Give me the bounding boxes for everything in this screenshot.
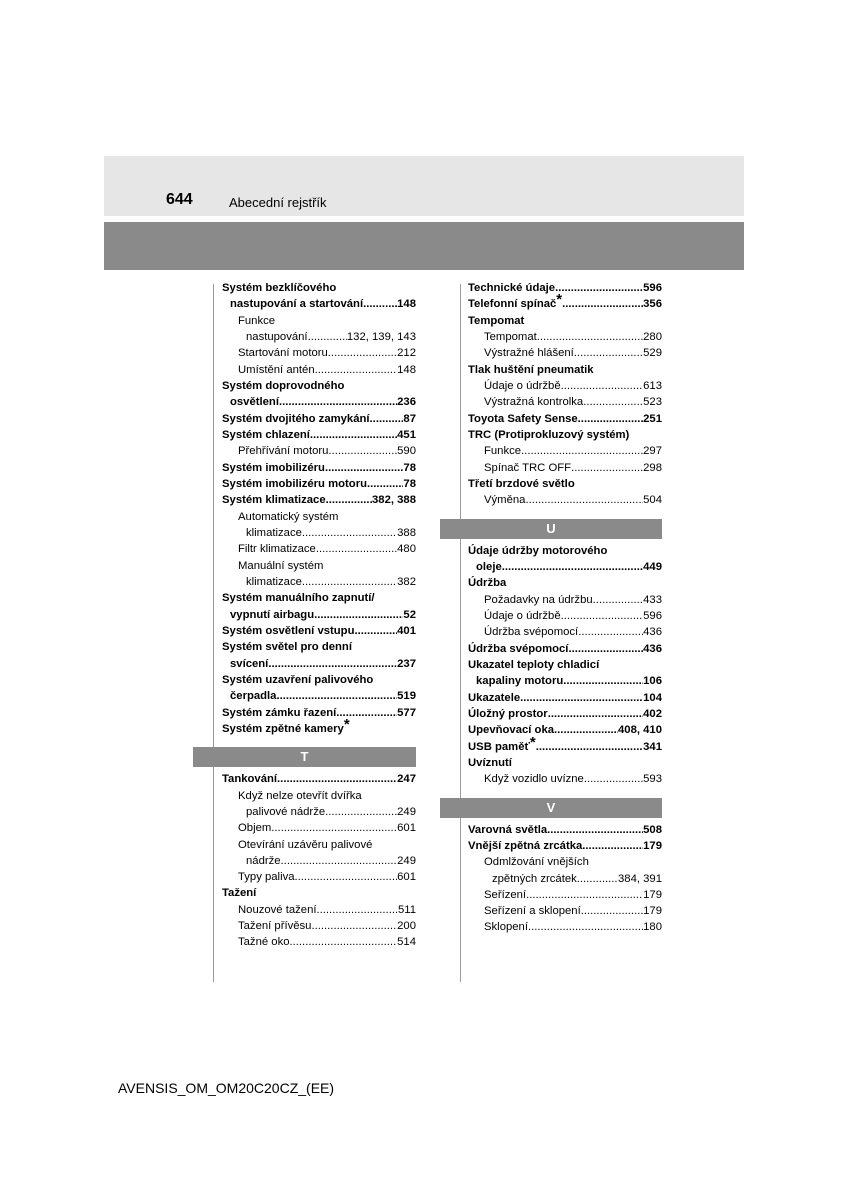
- index-entry-label: Systém doprovodného: [222, 379, 345, 392]
- index-entry: [222, 509, 416, 525]
- index-entry-label: Funkce: [238, 314, 276, 327]
- dot-leader: [561, 378, 644, 394]
- index-entry-page: 298: [643, 461, 662, 474]
- index-entry-label: Otevírání uzávěru palivové: [238, 838, 373, 851]
- index-entry-label: Přehřívání motoru: [238, 445, 329, 458]
- index-entry-label: Systém imobilizéru: [222, 461, 325, 474]
- index-entry-label: klimatizace: [246, 526, 302, 539]
- index-entry: [222, 885, 416, 901]
- index-entry-page: 402: [643, 707, 662, 720]
- index-entry: Telefonní spínač * ..... 356: [468, 296, 662, 312]
- index-entry-label: Manuální systém: [238, 559, 324, 572]
- index-entry-label: Tažení přívěsu: [238, 920, 312, 933]
- index-entry-label: Výstražné hlášení: [484, 347, 574, 360]
- index-entry: [468, 329, 662, 345]
- index-entry-label: nastupování a startování: [230, 298, 364, 311]
- index-entry: [222, 672, 416, 688]
- dot-leader: [325, 460, 403, 476]
- dot-leader: [367, 476, 403, 492]
- dot-leader: [563, 673, 643, 689]
- index-entry-label: Úložný prostor: [468, 707, 548, 720]
- index-entry-page: 596: [643, 282, 662, 294]
- index-entry: [222, 460, 416, 476]
- dot-leader: [520, 690, 643, 706]
- index-entry-page: 179: [643, 888, 662, 901]
- index-entry: [468, 443, 662, 459]
- index-entry-label: Vnější zpětná zrcátka: [468, 839, 583, 852]
- index-entry-page: 480: [397, 543, 416, 556]
- dot-leader: [554, 722, 618, 738]
- index-entry-page: 388: [397, 526, 416, 539]
- index-entry-page: 523: [643, 396, 662, 409]
- dot-leader: [268, 656, 397, 672]
- index-entry: [222, 934, 416, 950]
- index-entry-page: 601: [397, 871, 416, 884]
- index-entry-label: USB paměť: [468, 740, 530, 753]
- index-entry-page: 356: [643, 298, 662, 311]
- index-entry-label: nastupování: [246, 330, 308, 343]
- index-entry: [468, 378, 662, 394]
- index-entry-label: nádrže: [246, 854, 281, 867]
- index-entry: [468, 492, 662, 508]
- dot-leader: [310, 427, 397, 443]
- index-entry-label: Výměna: [484, 494, 526, 507]
- index-entry-label: Údržba svépomocí: [468, 642, 569, 655]
- dot-leader: [574, 345, 643, 361]
- dot-leader: [577, 871, 618, 887]
- index-entry: [222, 313, 416, 329]
- index-entry: [222, 345, 416, 361]
- index-entry-page: 106: [643, 675, 662, 688]
- index-entry-label: Funkce: [484, 445, 522, 458]
- index-entry-page: 87: [403, 412, 416, 425]
- index-entry-label: Systém zpětné kamery: [222, 722, 344, 735]
- index-entry: [222, 639, 416, 655]
- index-entry: [468, 822, 662, 838]
- index-entry-page: 384, 391: [618, 872, 662, 885]
- dot-leader: [302, 525, 397, 541]
- index-entry: [468, 673, 662, 689]
- dot-leader: [568, 641, 643, 657]
- index-entry-label: Když nelze otevřít dvířka: [238, 789, 362, 802]
- index-entry-label: osvětlení: [230, 396, 279, 409]
- dot-leader: [363, 296, 397, 312]
- index-column-left: [222, 280, 416, 951]
- index-entry-label: Systém světel pro denní: [222, 641, 352, 654]
- dot-leader: [277, 771, 397, 787]
- index-entry: [222, 296, 416, 312]
- dot-leader: [521, 443, 643, 459]
- index-entry: [222, 394, 416, 410]
- index-entry: [468, 641, 662, 657]
- index-entry-page: 247: [397, 773, 416, 786]
- index-entry-page: 590: [397, 445, 416, 458]
- index-entry: Systém zpětné kamery *: [222, 721, 416, 737]
- index-entry-page: 249: [397, 854, 416, 867]
- index-entry-page: 596: [643, 609, 662, 622]
- dot-leader: [290, 934, 398, 950]
- index-entry-label: Tažné oko: [238, 936, 290, 949]
- index-entry-page: 449: [643, 560, 662, 573]
- index-entry-label: Technické údaje: [468, 282, 556, 294]
- index-entry: [222, 378, 416, 394]
- dot-leader: [370, 411, 404, 427]
- index-entry-label: Nouzové tažení: [238, 903, 317, 916]
- dot-leader: [302, 574, 397, 590]
- index-entry-label: Upevňovací oka: [468, 724, 555, 737]
- dot-leader: [584, 771, 643, 787]
- index-entry-page: 236: [397, 396, 416, 409]
- index-entry: [468, 362, 662, 378]
- index-entry-page: 280: [643, 330, 662, 343]
- index-entry: [222, 574, 416, 590]
- dot-leader: [354, 623, 397, 639]
- index-entry: [222, 607, 416, 623]
- index-entry-label: TRC (Protiprokluzový systém): [468, 428, 630, 441]
- index-entry-page: 382: [397, 575, 416, 588]
- index-entry: [468, 838, 662, 854]
- index-entry-label: vypnutí airbagu: [230, 608, 315, 621]
- dot-leader: [295, 869, 398, 885]
- index-entry: [468, 460, 662, 476]
- index-entry: [222, 688, 416, 704]
- index-entry-label: Požadavky na údržbu: [484, 593, 593, 606]
- dot-leader: [571, 460, 643, 476]
- index-entry: [468, 903, 662, 919]
- index-letter-heading: V: [440, 798, 662, 818]
- index-entry-label: Systém bezklíčového: [222, 282, 337, 294]
- footer-document-code: AVENSIS_OM_OM20C20CZ_(EE): [118, 1080, 335, 1096]
- index-entry-label: zpětných zrcátek: [492, 872, 577, 885]
- index-entry-label: oleje: [476, 560, 502, 573]
- column-rule-right: [460, 284, 461, 982]
- index-entry-page: 297: [643, 445, 662, 458]
- index-entry-label: Systém imobilizéru motoru: [222, 477, 368, 490]
- dot-leader: [583, 394, 643, 410]
- dot-leader: [581, 903, 643, 919]
- index-entry-page: 200: [397, 920, 416, 933]
- dot-leader: [308, 329, 347, 345]
- index-entry: [222, 411, 416, 427]
- dot-leader: [536, 739, 643, 755]
- index-entry-label: Tažení: [222, 887, 257, 900]
- index-entry-page: 179: [643, 839, 662, 852]
- index-entry-page: 148: [397, 298, 416, 311]
- dot-leader: [578, 411, 643, 427]
- header-band: [104, 156, 744, 216]
- index-entry-page: 237: [397, 657, 416, 670]
- index-entry-label: Umístění antén: [238, 363, 315, 376]
- index-entry-label: Údaje o údržbě: [484, 609, 561, 622]
- index-entry-label: Systém manuálního zapnutí/: [222, 592, 375, 605]
- index-entry: [222, 329, 416, 345]
- index-entry-label: Tlak huštění pneumatik: [468, 363, 594, 376]
- dot-leader: [562, 296, 643, 312]
- dot-leader: [328, 443, 397, 459]
- index-entry-page: 514: [397, 936, 416, 949]
- dot-leader: [326, 492, 372, 508]
- index-entry-label: Tempomat: [484, 330, 537, 343]
- index-entry-page: 401: [397, 624, 416, 637]
- index-entry-page: 601: [397, 822, 416, 835]
- dot-leader: [276, 688, 397, 704]
- index-entry: [222, 476, 416, 492]
- index-entry: [222, 525, 416, 541]
- index-entry: [468, 559, 662, 575]
- index-entry: [468, 657, 662, 673]
- index-entry: [222, 771, 416, 787]
- index-entry-label: Ukazatele: [468, 691, 521, 704]
- index-entry-label: Startování motoru: [238, 347, 328, 360]
- index-entry-label: palivové nádrže: [246, 805, 326, 818]
- index-entry: [222, 918, 416, 934]
- index-entry: [468, 427, 662, 443]
- section-title: Abecední rejstřík: [229, 195, 327, 210]
- index-entry: [222, 362, 416, 378]
- header-dark-band: [104, 222, 744, 270]
- index-entry-page: 504: [643, 494, 662, 507]
- index-entry: [222, 623, 416, 639]
- index-entry-label: Seřízení a sklopení: [484, 905, 581, 918]
- index-entry-page: 593: [643, 773, 662, 786]
- dot-leader: [548, 706, 643, 722]
- index-entry-label: Odmlžování vnějších: [484, 856, 589, 869]
- index-entry: [222, 788, 416, 804]
- dot-leader: [526, 887, 643, 903]
- index-entry-page: 148: [397, 363, 416, 376]
- index-entry-label: Uvíznutí: [468, 756, 512, 769]
- index-entry-page: 179: [643, 905, 662, 918]
- index-entry: [468, 313, 662, 329]
- index-entry: [222, 280, 416, 296]
- dot-leader: [525, 492, 643, 508]
- index-entry: [222, 656, 416, 672]
- index-entry-page: 613: [643, 379, 662, 392]
- index-entry-page: 436: [643, 626, 662, 639]
- dot-leader: [314, 607, 403, 623]
- index-entry-label: Ukazatel teploty chladicí: [468, 658, 600, 671]
- index-entry-page: 52: [403, 608, 416, 621]
- index-entry: [468, 543, 662, 559]
- index-entry: [222, 705, 416, 721]
- index-entry-label: Systém chlazení: [222, 428, 310, 441]
- index-entry: [468, 345, 662, 361]
- dot-leader: [537, 329, 643, 345]
- index-entry-page: 451: [397, 428, 416, 441]
- index-entry: [468, 771, 662, 787]
- index-entry-label: Varovná světla: [468, 823, 548, 836]
- index-entry-label: Objem: [238, 822, 272, 835]
- dot-leader: [279, 394, 397, 410]
- dot-leader: [325, 804, 397, 820]
- index-entry: [468, 411, 662, 427]
- index-entry-page: 212: [397, 347, 416, 360]
- index-entry-label: Sklopení: [484, 921, 528, 934]
- index-entry-page: 408, 410: [618, 724, 662, 737]
- dot-leader: [328, 345, 397, 361]
- index-entry: [468, 871, 662, 887]
- index-entry-page: 132, 139, 143: [346, 330, 416, 343]
- dot-leader: [271, 820, 397, 836]
- index-entry-label: Tempomat: [468, 314, 525, 327]
- index-entry: [468, 476, 662, 492]
- index-entry: [468, 575, 662, 591]
- index-entry-label: Tankování: [222, 773, 278, 786]
- index-entry-page: 529: [643, 347, 662, 360]
- dot-leader: [555, 280, 643, 296]
- index-entry: [222, 820, 416, 836]
- index-entry-page: 519: [397, 690, 416, 703]
- index-entry-label: čerpadla: [230, 690, 277, 703]
- dot-leader: [582, 838, 643, 854]
- dot-leader: [311, 918, 397, 934]
- dot-leader: [315, 362, 398, 378]
- index-entry-label: Třetí brzdové světlo: [468, 477, 575, 490]
- index-entry-label: Toyota Safety Sense: [468, 412, 578, 425]
- index-entry-page: 341: [643, 740, 662, 753]
- index-entry-page: 433: [643, 593, 662, 606]
- page-number: 644: [166, 191, 193, 208]
- index-entry-page: 508: [643, 823, 662, 836]
- index-entry-page: 511: [397, 903, 416, 916]
- index-entry: [468, 755, 662, 771]
- index-entry: [468, 394, 662, 410]
- index-entry: [222, 804, 416, 820]
- index-entry-label: Výstražná kontrolka: [484, 396, 584, 409]
- index-entry: [222, 492, 416, 508]
- index-entry-label: Systém zámku řazení: [222, 706, 337, 719]
- index-entry: [468, 854, 662, 870]
- dot-leader: [593, 592, 643, 608]
- column-rule-left: [213, 284, 214, 982]
- index-entry-page: 180: [643, 921, 662, 934]
- index-entry-label: Typy paliva: [238, 871, 295, 884]
- index-entry-label: Systém klimatizace: [222, 494, 326, 507]
- index-entry: [468, 280, 662, 296]
- index-entry-page: 78: [403, 477, 416, 490]
- index-entry-page: 436: [643, 642, 662, 655]
- index-entry: [468, 887, 662, 903]
- index-entry-label: Systém osvětlení vstupu: [222, 624, 355, 637]
- index-entry-page: 251: [643, 412, 662, 425]
- index-entry-label: Seřízení: [484, 888, 527, 901]
- index-letter-heading: U: [440, 519, 662, 539]
- index-entry: [468, 690, 662, 706]
- dot-leader: [281, 853, 398, 869]
- dot-leader: [528, 919, 643, 935]
- index-entry-label: Údaje o údržbě: [484, 379, 561, 392]
- index-entry: [222, 427, 416, 443]
- index-entry: [468, 592, 662, 608]
- dot-leader: [316, 541, 397, 557]
- index-entry: [222, 590, 416, 606]
- dot-leader: [502, 559, 643, 575]
- index-entry-page: 249: [397, 805, 416, 818]
- index-entry-label: Když vozidlo uvízne: [484, 773, 584, 786]
- index-entry-label: Systém uzavření palivového: [222, 673, 374, 686]
- index-entry: [468, 706, 662, 722]
- index-entry-label: svícení: [230, 657, 269, 670]
- index-column-right: [468, 280, 662, 936]
- index-entry: [222, 853, 416, 869]
- index-entry-label: kapaliny motoru: [476, 675, 564, 688]
- index-entry-page: 78: [403, 461, 416, 474]
- index-entry-page: 577: [397, 706, 416, 719]
- index-entry: [222, 869, 416, 885]
- index-entry-page: 382, 388: [372, 494, 416, 507]
- dot-leader: [317, 902, 398, 918]
- index-entry-label: Filtr klimatizace: [238, 543, 316, 556]
- index-entry-label: Automatický systém: [238, 510, 339, 523]
- index-entry-label: klimatizace: [246, 575, 302, 588]
- index-entry: USB paměť * ..... 341: [468, 739, 662, 755]
- index-entry: [468, 722, 662, 738]
- index-entry-label: Spínač TRC OFF: [484, 461, 572, 474]
- index-entry: [468, 919, 662, 935]
- index-letter-heading: T: [193, 747, 416, 767]
- index-entry: [222, 837, 416, 853]
- dot-leader: [561, 608, 644, 624]
- index-entry: [222, 558, 416, 574]
- index-entry-label: Telefonní spínač: [468, 298, 557, 311]
- index-entry: [468, 608, 662, 624]
- dot-leader: [578, 624, 643, 640]
- index-entry: [468, 624, 662, 640]
- index-entry-label: Systém dvojitého zamykání: [222, 412, 370, 425]
- index-entry: [222, 902, 416, 918]
- index-entry-label: Údržba: [468, 577, 507, 590]
- index-entry-page: 104: [643, 691, 662, 704]
- index-entry-label: Údržba svépomocí: [484, 626, 579, 639]
- index-entry-label: Údaje údržby motorového: [468, 544, 608, 557]
- index-entry: [222, 541, 416, 557]
- dot-leader: [547, 822, 643, 838]
- index-entry: [222, 443, 416, 459]
